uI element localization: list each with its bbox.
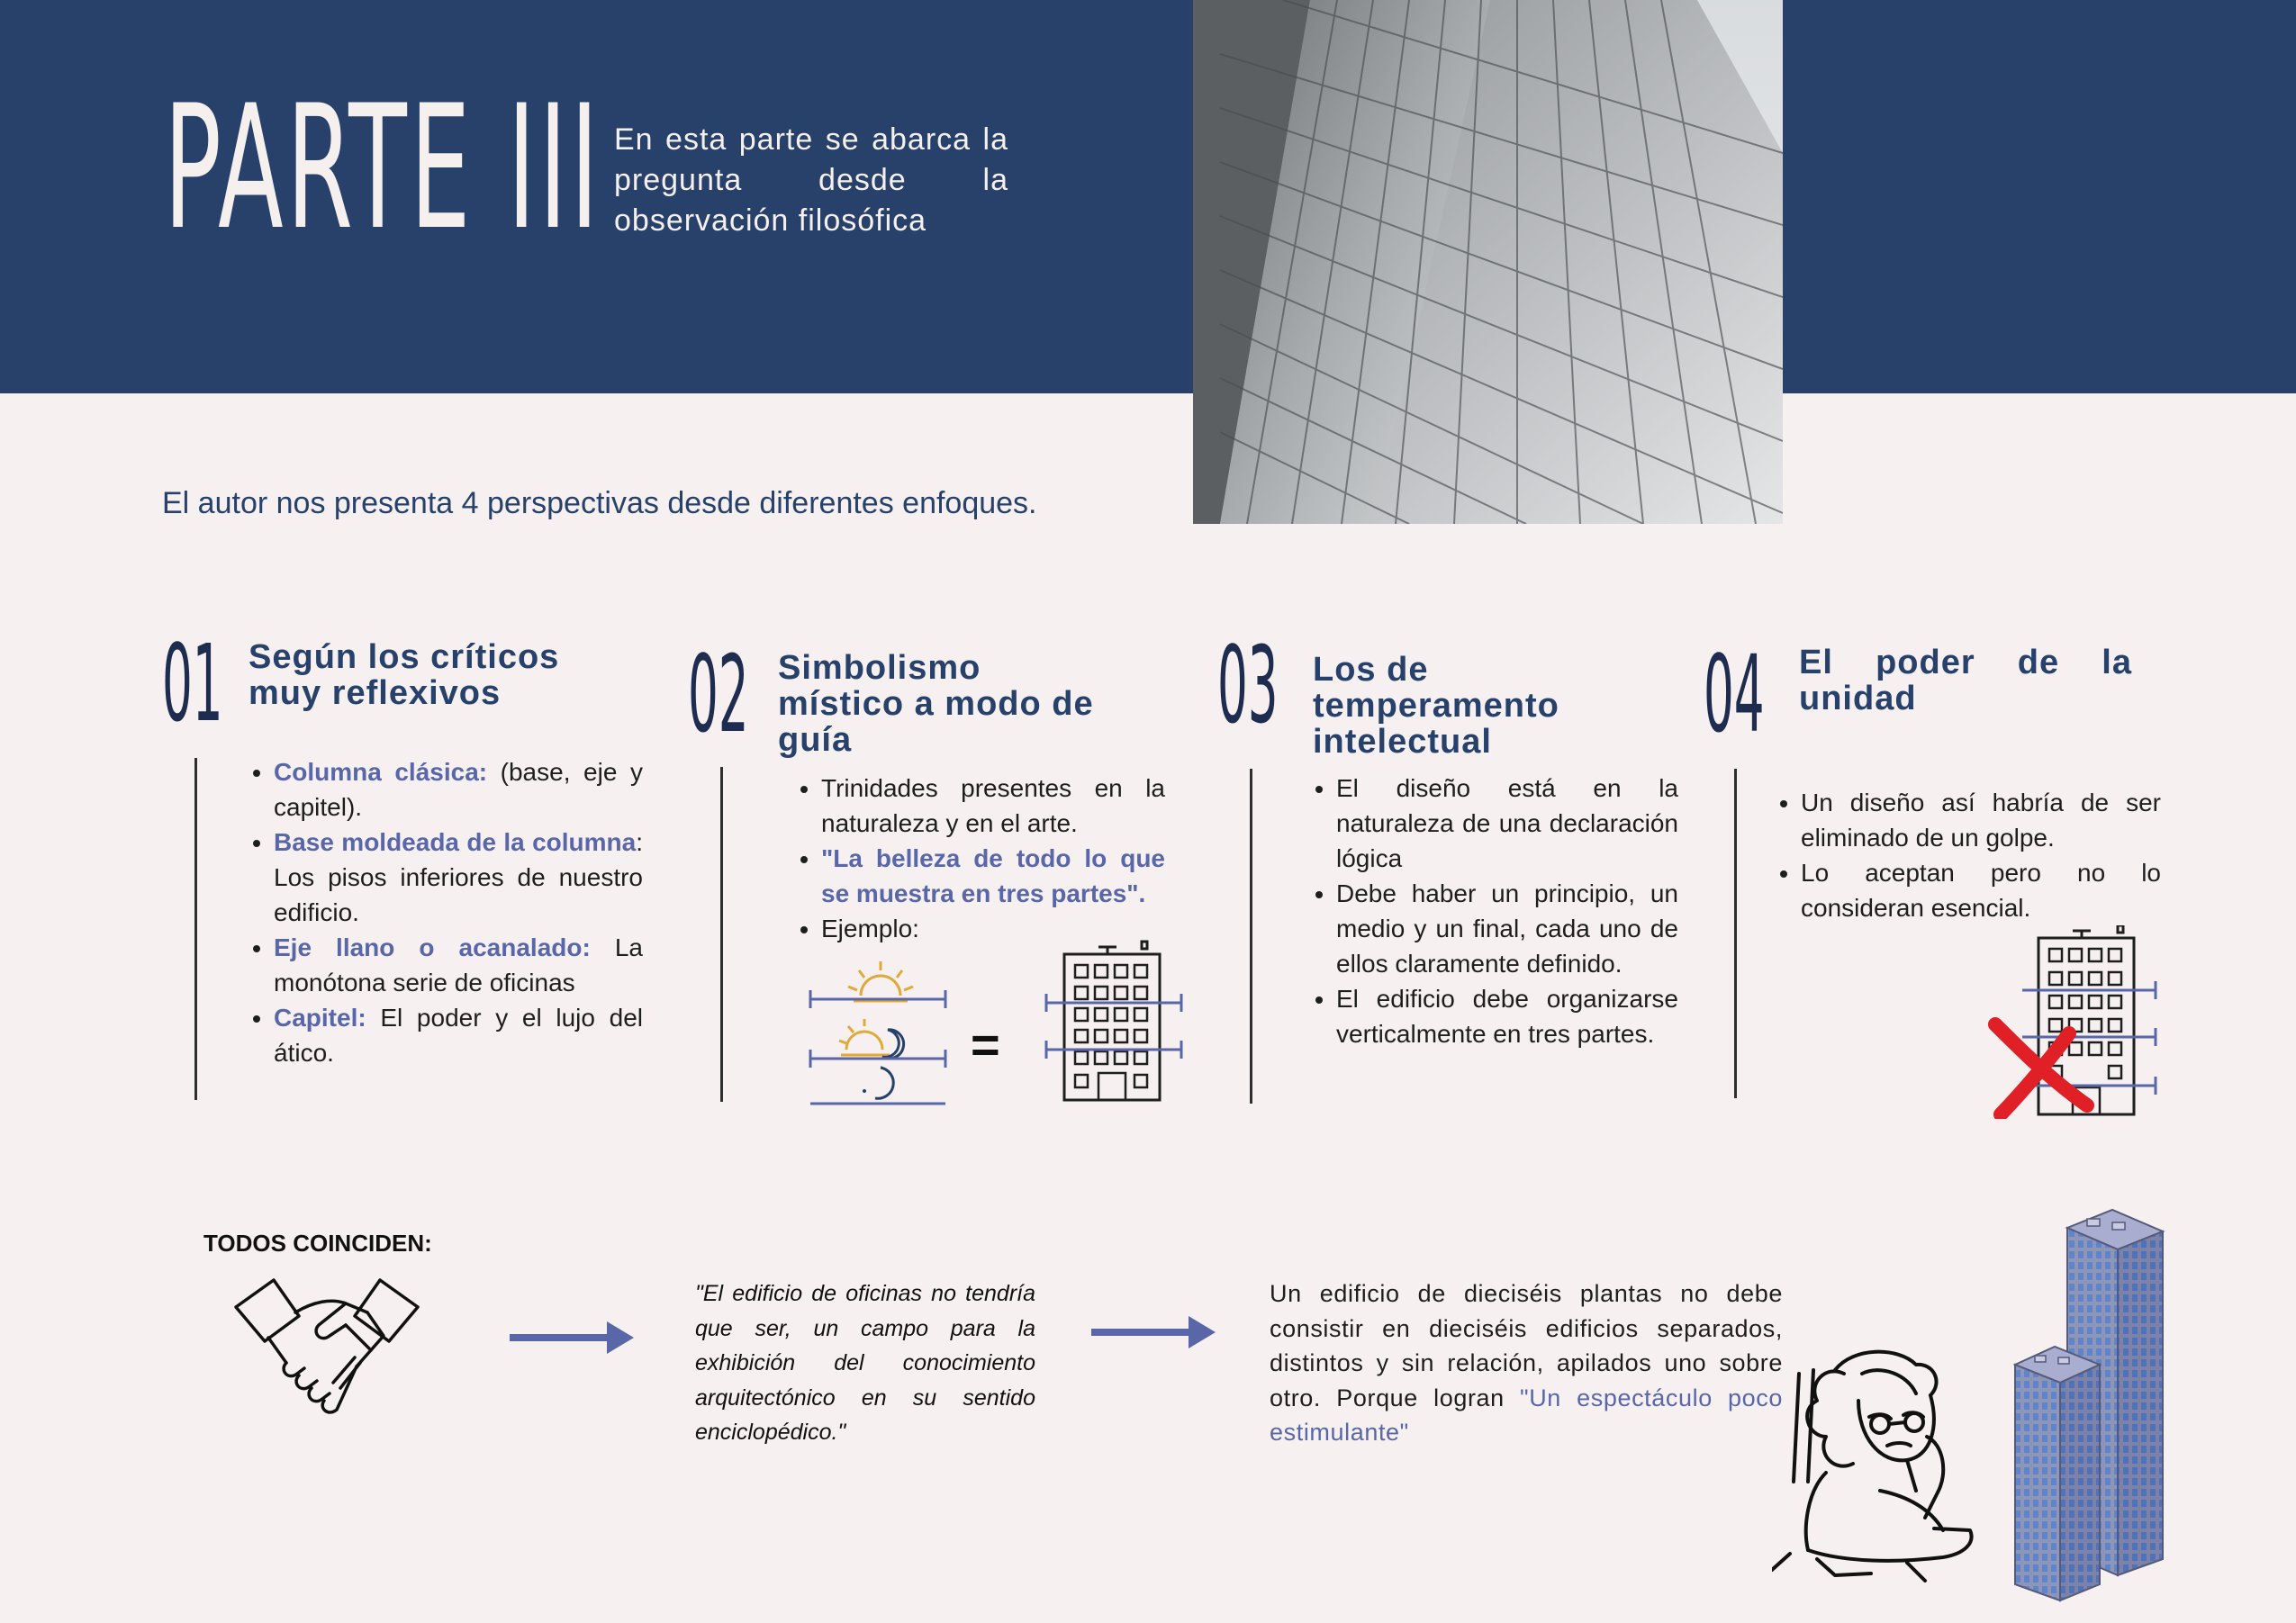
page-title: PARTE III [164,68,602,267]
section-list-01 [245,754,643,1070]
office-building-icon [2022,925,2156,1114]
list-item: • Trinidades presentes en la naturaleza y en el arte. [821,771,1165,841]
section-title-04: El poder de la unidad [1799,644,2132,717]
towers-illustration [2013,1206,2184,1602]
section-title-03: Los de temperamento intelectual [1313,651,1559,761]
section-list-02 [792,771,1165,946]
section-divider-03 [1250,769,1252,1104]
bored-person-illustration [1772,1338,2024,1590]
section-list-04 [1772,785,2161,925]
sun-icon [848,961,913,1001]
arrow-right-icon [510,1320,636,1356]
list-item: • Capitel: El poder y el lujo del ático. [274,1000,643,1070]
list-item: • Lo aceptan pero no lo consideran esencial. [1801,855,2161,925]
skyscraper-photo [1193,0,1783,524]
section-number-02: 02 [688,632,749,756]
list-item: • Ejemplo: [821,911,1165,946]
list-item: • "La belleza de todo lo que se muestra en tres partes". [821,841,1165,911]
handshake-icon [232,1276,421,1420]
section-number-04: 04 [1704,632,1765,756]
arrow-right-icon [1091,1314,1217,1350]
list-item: • Base moldeada de la columna: Los pisos inferiores de nuestro edificio. [274,825,643,930]
section-number-01: 01 [162,621,223,745]
section-divider-04 [1734,769,1737,1098]
section-title-01: Según los críticos muy reflexivos [249,638,560,712]
crossed-building-illustration [1986,925,2157,1119]
office-building-icon [1044,938,1184,1105]
list-item: • Columna clásica: (base, eje y capitel). [274,754,643,825]
trinity-illustration [809,954,953,1107]
subtitle: El autor nos presenta 4 perspectivas desde diferentes enfoques. [162,486,1037,520]
section-number-03: 03 [1217,623,1279,747]
section-divider-01 [194,758,197,1100]
intro-text: En esta parte se abarca la pregunta desde la observación filosófica [614,122,1008,238]
list-item: • Debe haber un principio, un medio y un final, cada uno de ellos claramente definido. [1336,876,1678,981]
list-item: • Eje llano o acanalado: La monótona serie de oficinas [274,930,643,1000]
list-item: • El diseño está en la naturaleza de una declaración lógica [1336,771,1678,876]
moon-icon [863,1068,893,1098]
quote-highlight: "Un espectáculo poco estimulante" [1270,1384,1784,1446]
list-item: • Un diseño así habría de ser eliminado de un golpe. [1801,785,2161,855]
section-divider-02 [720,767,723,1102]
equals-sign: = [971,1016,1000,1073]
section-list-03 [1307,771,1678,1051]
section-title-02: Simbolismo místico a modo de guía [778,649,1094,759]
list-item: • El edificio debe organizarse verticalmente en tres partes. [1336,981,1678,1051]
sun-moon-icon [839,1019,904,1059]
todos-coinciden-label: TODOS COINCIDEN: [203,1230,432,1257]
conclusion-paragraph: Un edificio de dieciséis plantas no debe consistir en dieciséis edificios separados, distintos y sin relación, apilados uno sobre otro. Porque logran "Un espectáculo poco estimulante" [1270,1280,1784,1446]
quote-text: "El edificio de oficinas no tendría que ser, un campo para la exhibición del conocimiento arquitectónico en su sentido enciclopédico." [695,1281,1035,1445]
